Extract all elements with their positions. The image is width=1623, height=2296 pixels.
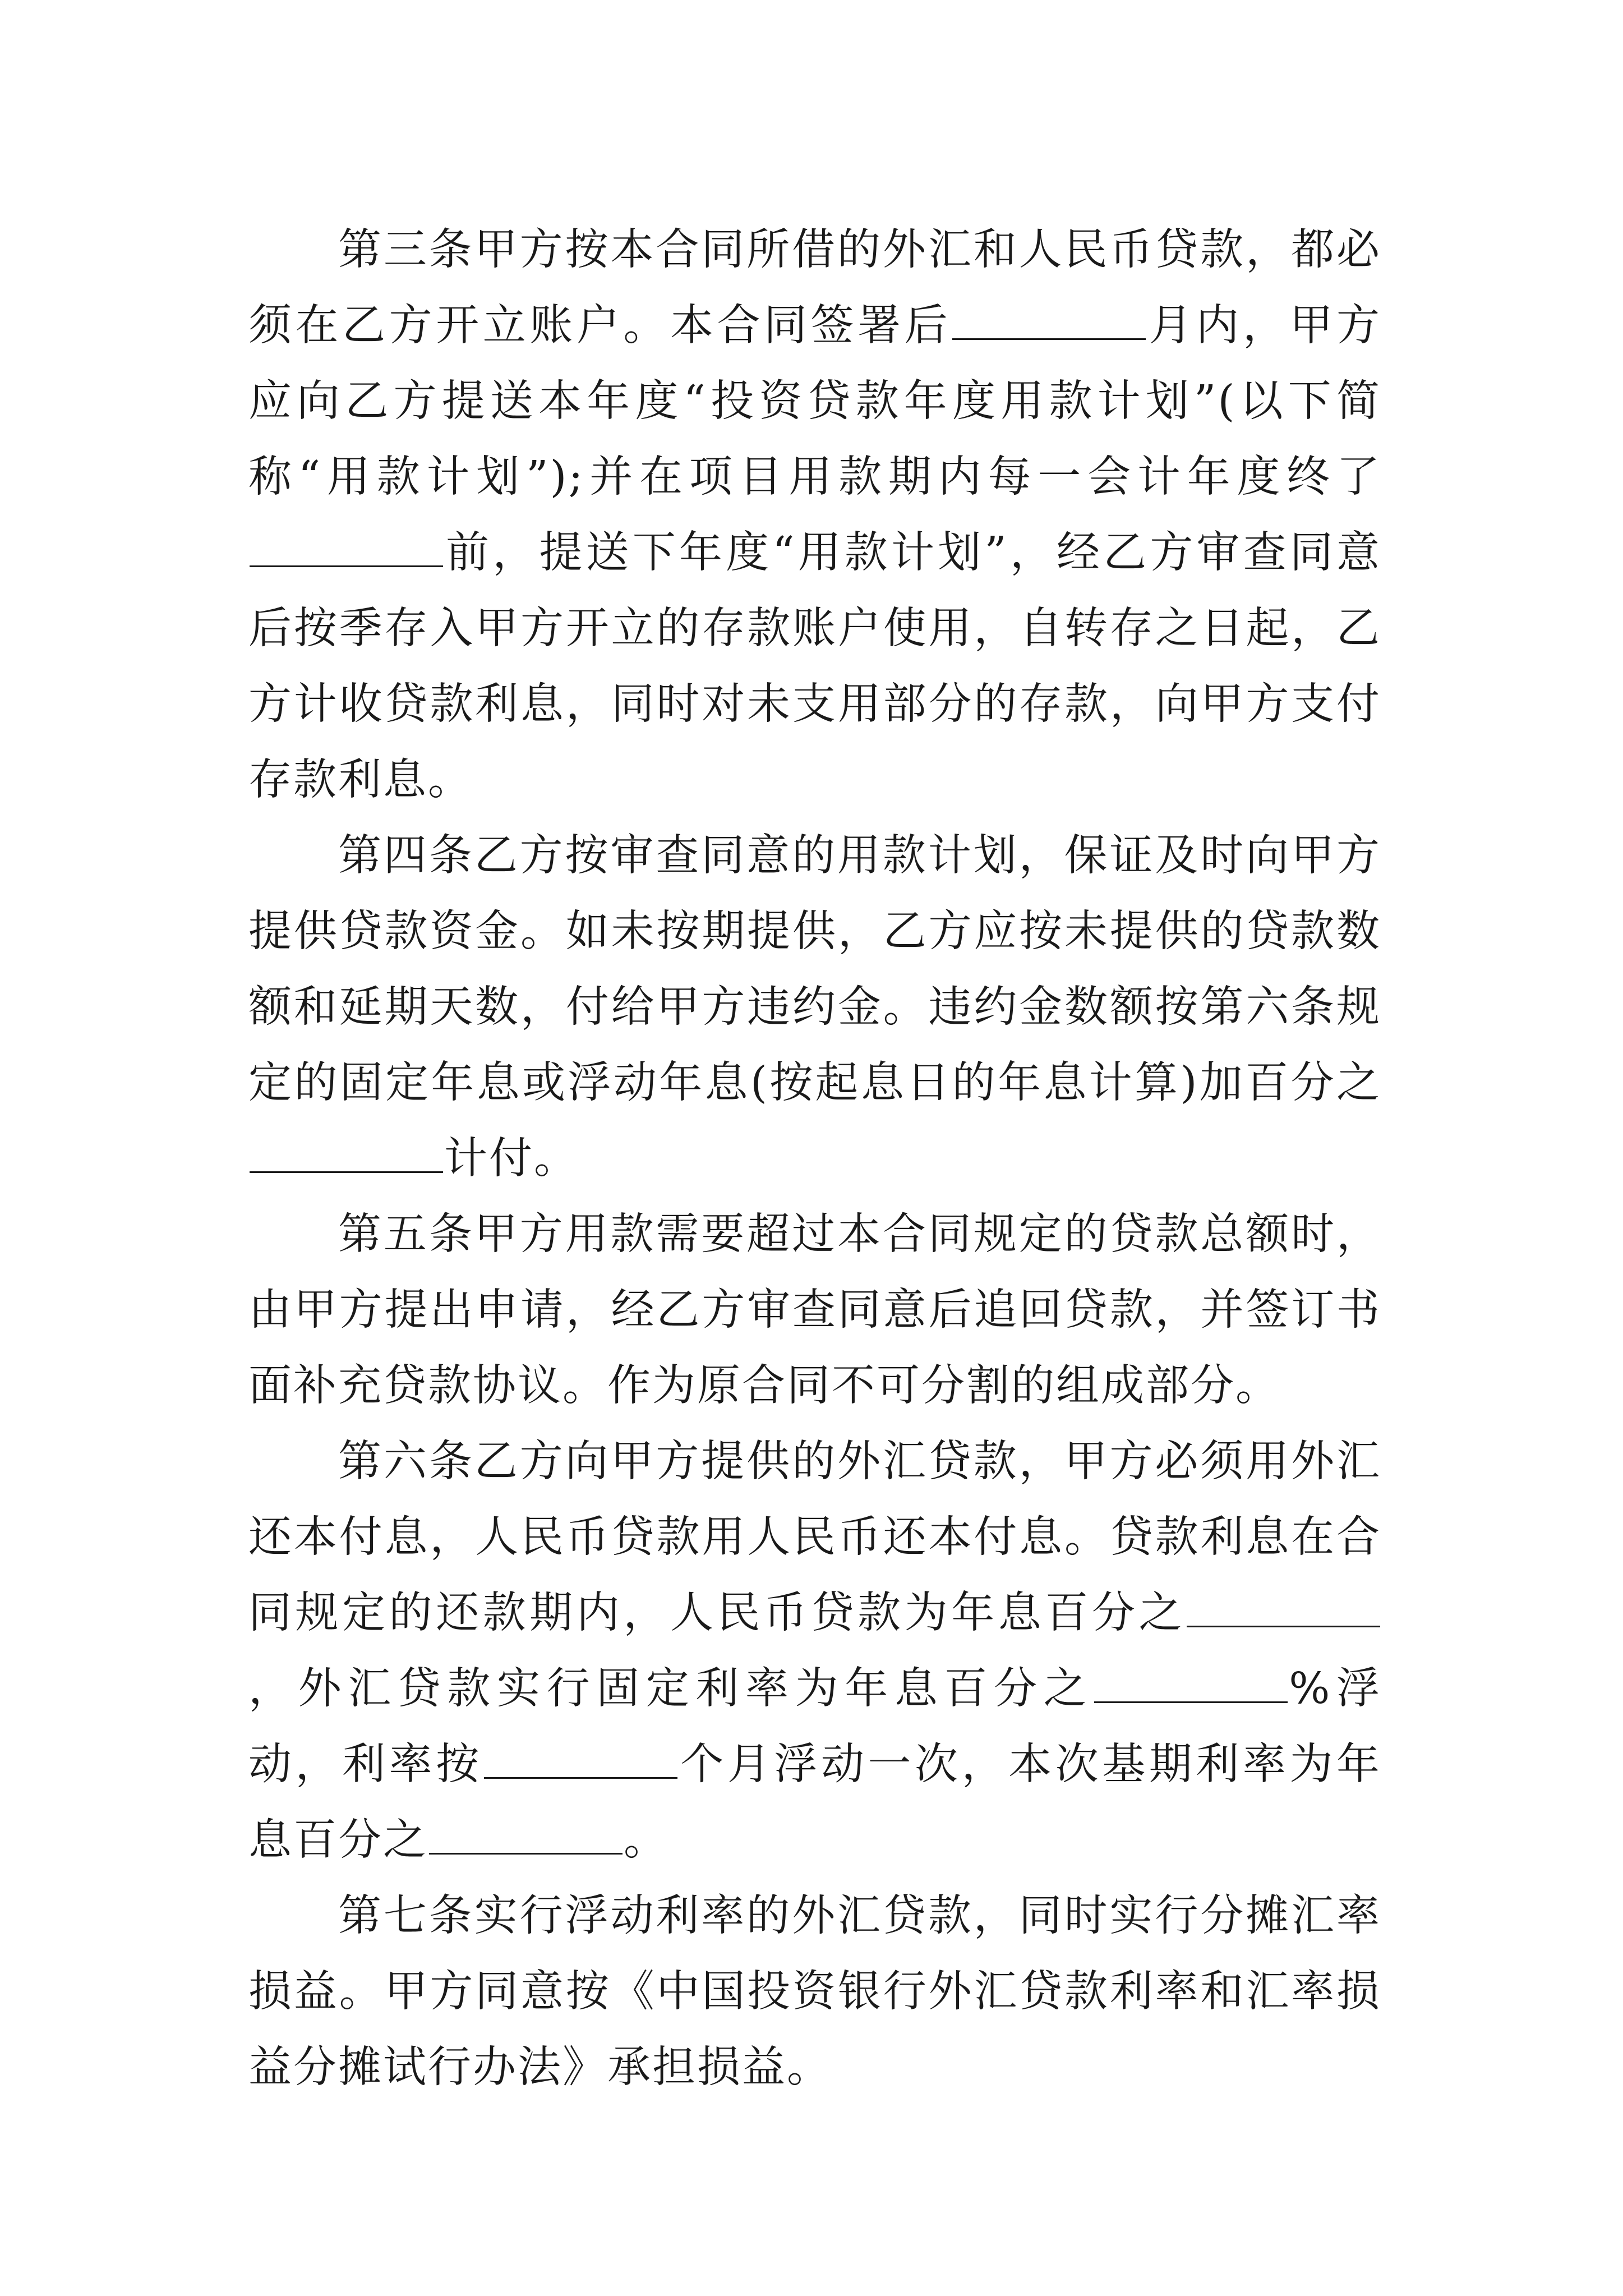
article-4 <box>248 818 1381 1197</box>
article-5-text-1: 第五条甲方用款需要超过本合同规定的贷款总额时，由甲方提出申请，经乙方审查同意后追回贷款，并签订书面补充贷款协议。作为原合同不可分割的组成部分。 <box>248 1209 1381 1411</box>
article-7 <box>248 1878 1381 2105</box>
document-body <box>248 212 1381 2105</box>
fill-in-blank[interactable] <box>952 307 1146 340</box>
article-4-text-2: 计付。 <box>444 1134 579 1184</box>
fill-in-blank[interactable] <box>484 1746 677 1779</box>
article-3 <box>248 212 1381 818</box>
article-3-text-1: 第三条甲方按本合同所借的外汇和人民币贷款，都必须在乙方开立账户。本合同签署后 <box>248 225 1381 351</box>
article-7-text-1: 第七条实行浮动利率的外汇贷款，同时实行分摊汇率损益。甲方同意按《中国投资银行外汇贷款利率和汇率损益分摊试行办法》承担损益。 <box>248 1891 1381 2092</box>
article-6-text-5: 。 <box>624 1815 668 1865</box>
fill-in-blank[interactable] <box>1187 1594 1380 1627</box>
article-6-text-3: %浮动，利率按 <box>248 1664 1382 1789</box>
article-6-text-2: ，外汇贷款实行固定利率为年息百分之 <box>248 1664 1094 1714</box>
article-6-text-1: 第六条乙方向甲方提供的外汇贷款，甲方必须用外汇还本付息，人民币贷款用人民币还本付息。贷款利息在合同规定的还款期内，人民币贷款为年息百分之 <box>248 1437 1381 1638</box>
article-5 <box>248 1197 1381 1424</box>
article-6 <box>248 1424 1381 1878</box>
article-4-text-1: 第四条乙方按审查同意的用款计划，保证及时向甲方提供贷款资金。如未按期提供，乙方应按未提供的贷款数额和延期天数，付给甲方违约金。违约金数额按第六条规定的固定年息或浮动年息(按起息日的年息计算)加百分之 <box>248 831 1381 1108</box>
fill-in-blank[interactable] <box>429 1821 623 1855</box>
article-3-text-2: 月内，甲方应向乙方提送本年度“投资贷款年度用款计划”(以下简称“用款计划”);并在项目用款期内每一会计年度终了 <box>248 301 1381 502</box>
article-6-text-4: 个月浮动一次，本次基期利率为年息百分之 <box>248 1740 1381 1865</box>
article-3-text-3: 前，提送下年度“用款计划”，经乙方审查同意后按季存入甲方开立的存款账户使用，自转存之日起，乙方计收贷款利息，同时对未支用部分的存款，向甲方支付存款利息。 <box>248 528 1381 805</box>
fill-in-blank[interactable] <box>1094 1670 1288 1703</box>
fill-in-blank[interactable] <box>250 1140 443 1173</box>
fill-in-blank[interactable] <box>250 534 443 567</box>
